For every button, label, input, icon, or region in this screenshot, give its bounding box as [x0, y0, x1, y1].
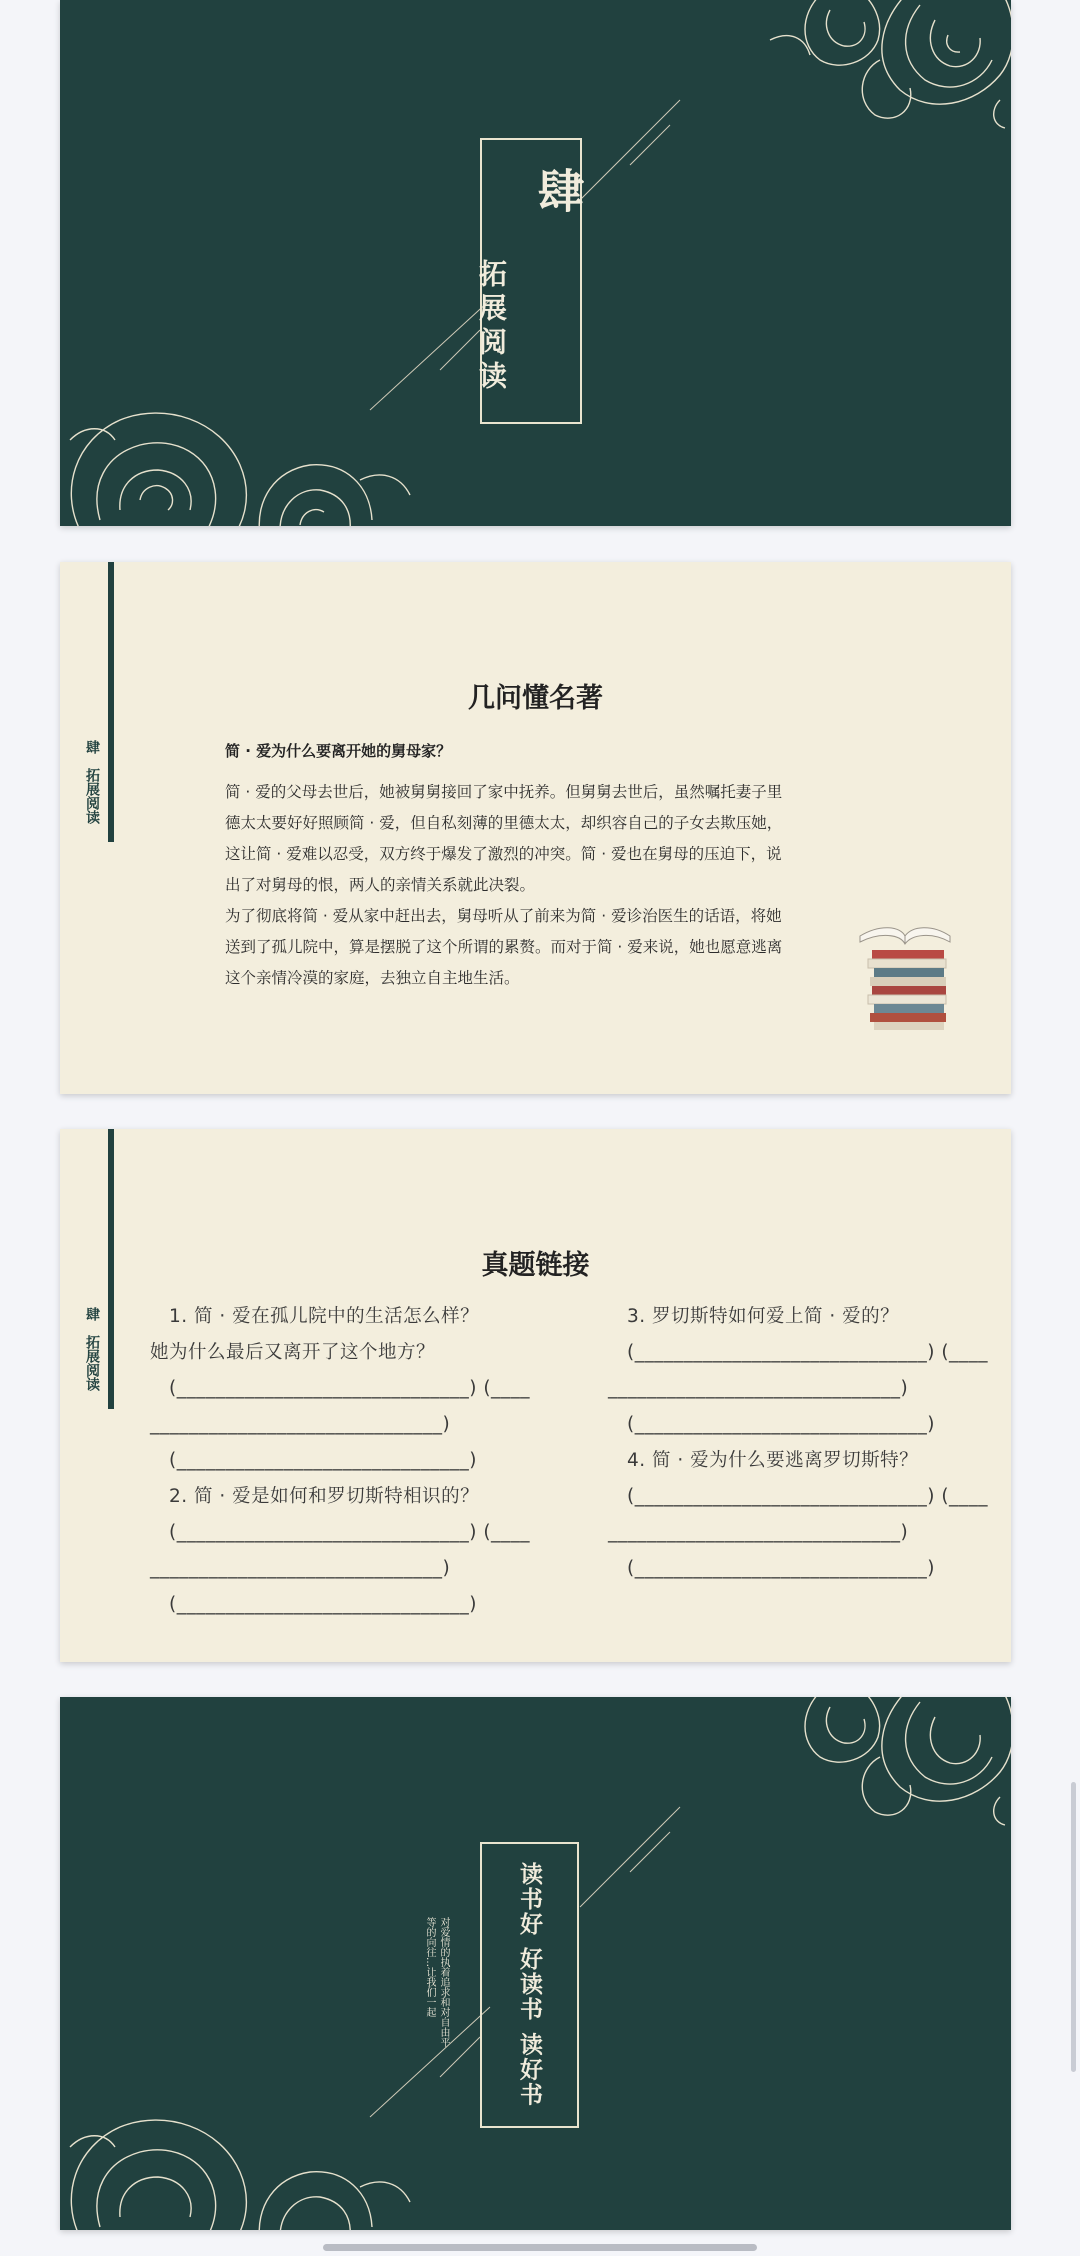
paragraph-line: 这个亲情冷漠的家庭，去独立自主地生活。: [225, 969, 520, 987]
answer-paragraph: [225, 777, 850, 994]
question-line: 2. 简 · 爱是如何和罗切斯特相识的？: [150, 1486, 480, 1507]
questions-left-column: [150, 1299, 530, 1623]
answer-blank[interactable]: (______________________________) (____: [608, 1486, 989, 1507]
section-heading: 几问懂名著: [468, 683, 603, 714]
question-line: 3. 罗切斯特如何爱上简 · 爱的？: [608, 1306, 900, 1327]
question-line: 4. 简 · 爱为什么要逃离罗切斯特？: [608, 1450, 919, 1471]
slide-questions[interactable]: [60, 1129, 1011, 1662]
answer-blank[interactable]: (______________________________): [608, 1414, 935, 1435]
paragraph-line: 为了彻底将简 · 爱从家中赶出去，舅母听从了前来为简 · 爱诊治医生的话语，将她: [225, 907, 782, 925]
answer-blank[interactable]: ______________________________): [150, 1558, 451, 1579]
peony-decoration-top-right: [760, 0, 1011, 130]
questions-right-column: [608, 1299, 988, 1587]
answer-blank[interactable]: (______________________________): [608, 1558, 935, 1579]
answer-blank[interactable]: ______________________________): [150, 1414, 451, 1435]
answer-blank[interactable]: ______________________________): [608, 1378, 909, 1399]
cover-title-box: [475, 138, 585, 424]
question-line: 她为什么最后又离开了这个地方？: [150, 1342, 436, 1363]
paragraph-line: 简 · 爱的父母去世后，她被舅舅接回了家中抚养。但舅舅去世后，虽然嘱托妻子里: [225, 783, 783, 801]
answer-blank[interactable]: (______________________________) (____: [150, 1522, 531, 1543]
closing-subtitle: 对爱情的执着追求和对自由平等的向往…让我们一起: [424, 1917, 449, 2047]
closing-title: 读书好 好读书 读好书: [516, 1862, 542, 2108]
home-indicator[interactable]: [323, 2244, 757, 2251]
slide-closing[interactable]: [60, 1697, 1011, 2230]
side-section-label: 肆 拓展阅读: [84, 740, 100, 824]
closing-title-box: [480, 1842, 579, 2128]
paragraph-line: 这让简 · 爱难以忍受，双方终于爆发了激烈的冲突。简 · 爱也在舅母的压迫下，说: [225, 845, 782, 863]
question-title: 简 · 爱为什么要离开她的舅母家？: [225, 742, 452, 760]
scrollbar-thumb[interactable]: [1071, 1782, 1076, 2072]
answer-blank[interactable]: (______________________________) (____: [608, 1342, 989, 1363]
side-section-label: 肆 拓展阅读: [84, 1307, 100, 1391]
answer-blank[interactable]: ______________________________): [608, 1522, 909, 1543]
paragraph-line: 德太太要好好照顾简 · 爱，但自私刻薄的里德太太，却织容自己的子女去欺压她，: [225, 814, 783, 832]
answer-blank[interactable]: (______________________________): [150, 1450, 477, 1471]
cover-title-char: 肆: [531, 167, 585, 213]
book-stack-illustration: [850, 914, 960, 1034]
answer-blank[interactable]: (______________________________) (____: [150, 1378, 531, 1399]
section-heading: 真题链接: [481, 1250, 590, 1281]
slide-cover[interactable]: [60, 0, 1011, 526]
peony-decoration-top-right: [760, 1697, 1011, 1837]
paragraph-line: 出了对舅母的恨，两人的亲情关系就此决裂。: [225, 876, 536, 894]
answer-blank[interactable]: (______________________________): [150, 1594, 477, 1615]
question-line: 1. 简 · 爱在孤儿院中的生活怎么样？: [150, 1306, 480, 1327]
paragraph-line: 送到了孤儿院中，算是摆脱了这个所谓的累赘。而对于简 · 爱来说，她也愿意逃离: [225, 938, 783, 956]
slide-reading[interactable]: [60, 562, 1011, 1094]
cover-title: 拓展阅读: [475, 259, 508, 395]
